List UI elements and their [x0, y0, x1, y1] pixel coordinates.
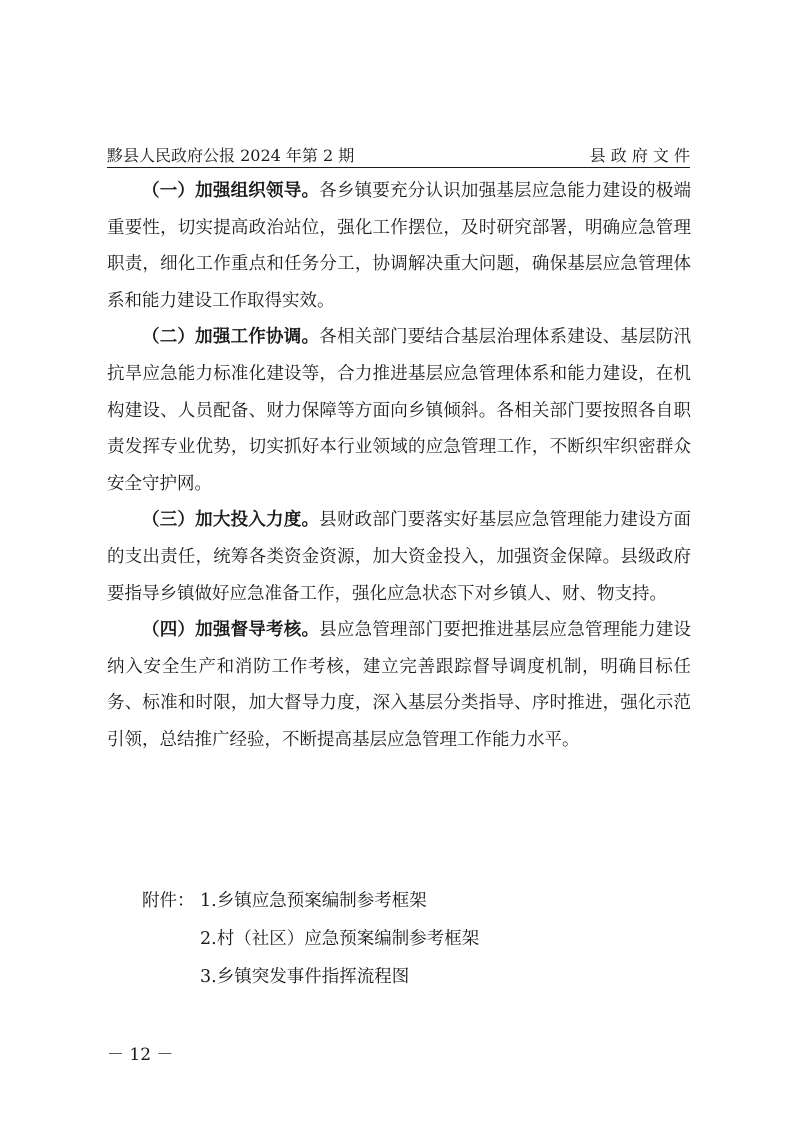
paragraph-text: 县应急管理部门要把推进基层应急管理能力建设纳入安全生产和消防工作考核，建立完善跟踪督导调度机制，明确目标任务、标准和时限，加大督导力度，深入基层分类指导、序时推进，强化示范引领，总结推广经验，不断提高基层应急管理工作能力水平。 — [107, 620, 692, 750]
paragraph-4 — [107, 612, 691, 758]
attachment-item-2: 2.村（社区）应急预案编制参考框架 — [200, 929, 480, 949]
paragraph-heading: （三）加大投入力度。 — [142, 510, 320, 531]
paragraph-2 — [107, 319, 691, 502]
paragraph-heading: （一）加强组织领导。 — [142, 181, 320, 201]
page-number: － 12 － — [107, 1045, 174, 1065]
attachment-row — [142, 882, 662, 920]
section-title: 县 政 府 文 件 — [589, 145, 690, 165]
header-divider — [107, 167, 690, 168]
gazette-title: 黟县人民政府公报 2024 年第 2 期 — [107, 145, 355, 165]
paragraph-heading: （二）加强工作协调。 — [142, 327, 320, 348]
attachments-list — [142, 882, 662, 996]
paragraph-text: 各乡镇要充分认识加强基层应急能力建设的极端重要性，切实提高政治站位，强化工作摆位，及时研究部署，明确应急管理职责，细化工作重点和任务分工，协调解决重大问题，确保基层应急管理体系和能力建设工作取得实效。 — [107, 181, 692, 311]
attachment-item-1: 1.乡镇应急预案编制参考框架 — [200, 891, 427, 911]
paragraph-text: 各相关部门要结合基层治理体系建设、基层防汛抗旱应急能力标准化建设等，合力推进基层应急管理体系和能力建设，在机构建设、人员配备、财力保障等方面向乡镇倾斜。各相关部门要按照各自职责发挥专业优势，切实抓好本行业领域的应急管理工作，不断织牢织密群众安全守护网。 — [107, 327, 692, 494]
attachments-label: 附件： — [142, 891, 195, 911]
attachment-item-3: 3.乡镇突发事件指挥流程图 — [200, 967, 410, 987]
document-body — [107, 173, 691, 759]
paragraph-text: 县财政部门要落实好基层应急管理能力建设方面的支出责任，统筹各类资金资源，加大资金投入，加强资金保障。县级政府要指导乡镇做好应急准备工作，强化应急状态下对乡镇人、财、物支持。 — [107, 510, 692, 604]
page-header — [107, 141, 690, 167]
paragraph-3 — [107, 502, 691, 612]
paragraph-heading: （四）加强督导考核。 — [142, 620, 320, 641]
paragraph-1 — [107, 173, 691, 319]
